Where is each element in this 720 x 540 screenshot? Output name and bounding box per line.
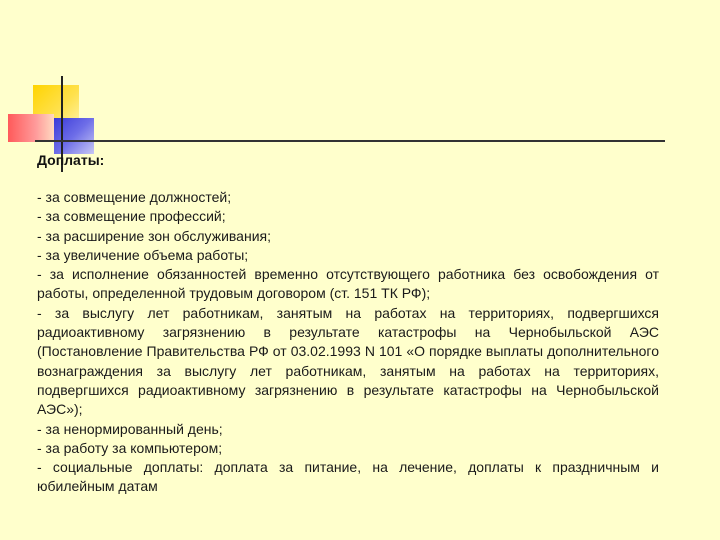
list-item: - за расширение зон обслуживания; (37, 227, 271, 244)
list-item: - за исполнение обязанностей временно отсутствующего работника без освобождения от работы, определенной трудовым договором (ст. 151 ТК РФ); (37, 266, 659, 302)
list-item: - за выслугу лет работникам, занятым на работах на территориях, подвергшихся радиоактивному загрязнению в результате катастрофы на Чернобыльской АЭС (Постановление Правительства РФ от 03.02.1993 N 101 «О порядке выплаты дополнительного вознаграждения за выслугу лет работникам, занятым на работах на территориях, подвергшихся радиоактивному загрязнению в результате катастрофы на Чернобыльской АЭС»); (37, 304, 659, 418)
title-underline (35, 140, 665, 142)
list-item: - за увеличение объема работы; (37, 246, 249, 263)
slide-title: Доплаты: (37, 152, 105, 168)
list-item: - социальные доплаты: доплата за питание, на лечение, доплаты к праздничным и юбилейным датам (37, 459, 659, 495)
list-item: - за совмещение должностей; (37, 189, 232, 205)
list-item: - за совмещение профессий; (37, 208, 226, 225)
decor-red-square (8, 114, 54, 142)
decor-blue-square (54, 118, 94, 154)
list-item: - за ненормированный день; (37, 420, 223, 437)
list-item: - за работу за компьютером; (37, 439, 223, 456)
slide-content (37, 188, 659, 497)
